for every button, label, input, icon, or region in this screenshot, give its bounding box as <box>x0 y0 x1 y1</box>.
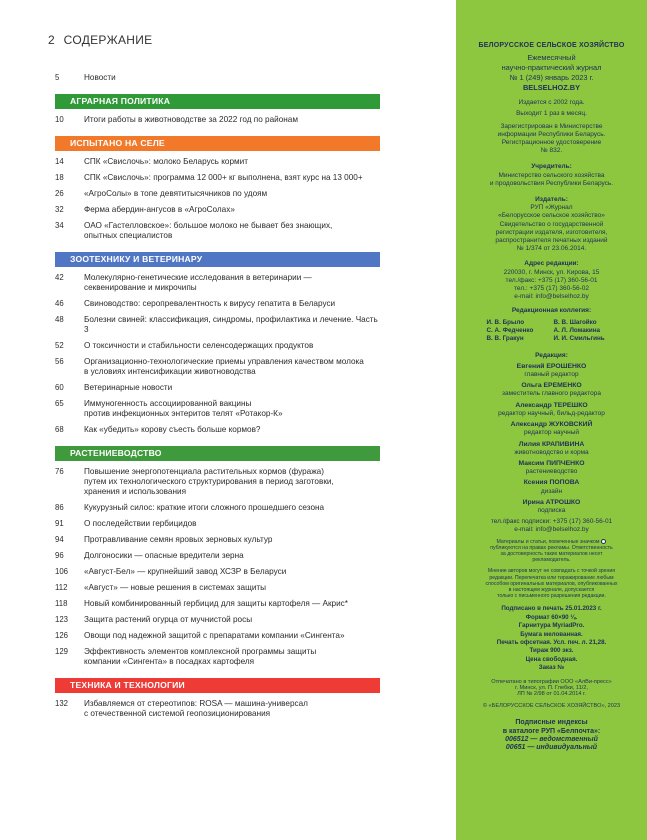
index-label: Подписные индексы <box>515 719 588 727</box>
toc-entry <box>55 357 380 377</box>
toc-entry-title: Свиноводство: серопревалентность к вирусу гепатита в Беларуси <box>84 299 336 308</box>
subscription-email: e-mail: info@belselhoz.by <box>514 526 589 534</box>
toc-entry-title: Ферма абердин-ангусов в «АгроСолах» <box>84 205 235 214</box>
journal-title: БЕЛОРУССКОЕ СЕЛЬСКОЕ ХОЗЯЙСТВО <box>478 42 625 49</box>
toc-entry <box>55 299 380 309</box>
toc-entry <box>55 173 380 183</box>
toc-entry <box>55 647 380 667</box>
staff-name: Ксения ПОПОВА <box>523 479 580 487</box>
staff-role: редактор научный, бильд-редактор <box>498 409 605 417</box>
toc-page-number: 32 <box>55 205 64 214</box>
staff-name: Александр ТЕРЕШКО <box>515 401 588 409</box>
toc-page-number: 5 <box>55 73 60 82</box>
toc-page-number: 126 <box>55 631 69 640</box>
toc-page-number: 96 <box>55 551 64 560</box>
toc-entry <box>55 399 380 419</box>
order-number: Заказ № <box>538 664 565 672</box>
disclaimer-line: в настоящем журнале, допускается <box>508 586 595 593</box>
toc-entry-title: «АгроСолы» в топе девятитысячников по удоям <box>84 189 268 198</box>
toc-entry <box>55 567 380 577</box>
toc-entry <box>55 341 380 351</box>
toc-page-number: 112 <box>55 583 68 592</box>
toc-entry <box>55 615 380 625</box>
toc-page-number: 129 <box>55 647 69 656</box>
publisher-line: регистрации издателя, изготовителя, <box>495 228 608 236</box>
registration-line: № 832. <box>540 147 563 155</box>
toc-page-number: 68 <box>55 425 64 434</box>
issue-number: № 1 (249) январь 2023 г. <box>509 73 594 83</box>
journal-subtitle-2: научно-практический журнал <box>501 63 602 73</box>
toc-entry-title: Повышение энергопотенциала растительных кормов (фуража) путем их технологического структурирования в период заготовки, хранения и использования <box>84 467 334 496</box>
subscription-phone: тел./факс подписки: +375 (17) 360-56-01 <box>490 518 613 526</box>
toc-entry <box>55 467 380 497</box>
board-member: И. В. Брыло <box>486 318 525 326</box>
price: Цена свободная. <box>525 655 578 663</box>
registration-line: информации Республики Беларусь. <box>497 130 606 138</box>
publisher-line: распространителя печатных изданий <box>495 237 608 245</box>
toc-entry-title: Долгоносики — опасные вредители зерна <box>84 551 244 560</box>
registration-line: Регистрационное удостоверение <box>501 139 602 147</box>
typeface: Гарнитура MyriadPro. <box>518 622 585 630</box>
toc-entry <box>55 583 380 593</box>
printer-line: Отпечатано в типографии ООО «АлВи-пресс» <box>491 678 612 685</box>
page-header <box>48 33 152 47</box>
staff-name: Александр ЖУКОВСКИЙ <box>510 421 593 429</box>
toc-entry-title: Овощи под надежной защитой с препаратами компании «Сингента» <box>84 631 345 640</box>
publisher-label: Издатель: <box>535 196 568 204</box>
toc-page-number: 132 <box>55 699 69 708</box>
toc-entry-title: Организационно-технологические приемы управления качеством молока в условиях интенсификации животноводства <box>84 357 364 376</box>
disclaimer-line: рекламодатель. <box>532 557 571 564</box>
staff-list <box>456 363 647 518</box>
toc-entry <box>55 425 380 435</box>
founder-line: и продовольствия Республики Беларусь. <box>489 179 614 187</box>
table-of-contents <box>55 73 380 730</box>
disclaimer-line: Материалы и статьи, помеченные значком <box>456 539 647 545</box>
publisher-line: № 1/374 от 23.06.2014. <box>516 245 587 253</box>
printer-line: г. Минск, ул. П. Глебки, 11/2, <box>515 684 588 691</box>
staff-name: Ирина АТРОШКО <box>522 498 581 506</box>
toc-page-number: 123 <box>55 615 69 624</box>
registration-line: Зарегистрирован в Министерстве <box>500 122 603 130</box>
toc-page-number: 86 <box>55 503 64 512</box>
staff-role: растениеводство <box>525 468 578 476</box>
toc-page-number: 65 <box>55 399 64 408</box>
address-line: тел.: +375 (17) 360-56-02 <box>514 285 589 293</box>
toc-page-number: 14 <box>55 157 64 166</box>
toc-page-number: 46 <box>55 299 64 308</box>
toc-section-header: ИСПЫТАНО НА СЕЛЕ <box>55 136 380 151</box>
toc-entry-title: О токсичности и стабильности селенсодержащих продуктов <box>84 341 314 350</box>
toc-entry-title: Ветеринарные новости <box>84 383 173 392</box>
board-member: С. А. Федченко <box>486 326 534 334</box>
staff-name: Лилия КРАПИВИНА <box>518 440 585 448</box>
staff-role: редактор научный <box>523 429 579 437</box>
staff-name: Ольга ЕРЕМЕНКО <box>521 382 582 390</box>
toc-entry <box>55 551 380 561</box>
board-grid <box>487 319 617 343</box>
board-label: Редакционная коллегия: <box>511 307 592 315</box>
website: BELSELHOZ.BY <box>522 83 581 93</box>
toc-entry-title: Болезни свиней: классификация, синдромы, профилактика и лечение. Часть 3 <box>84 315 378 334</box>
toc-entry <box>55 115 380 125</box>
page-number: 2 <box>48 33 55 47</box>
copyright: © «БЕЛОРУССКОЕ СЕЛЬСКОЕ ХОЗЯЙСТВО», 2023 <box>482 703 621 710</box>
toc-entry-title: Кукурузный силос: краткие итоги сложного прошедшего сезона <box>84 503 325 512</box>
toc-entry-title: Итоги работы в животноводстве за 2022 год по районам <box>84 115 298 124</box>
toc-page-number: 60 <box>55 383 64 392</box>
board-member: А. Л. Ломакина <box>553 326 601 334</box>
toc-section-header: АГРАРНАЯ ПОЛИТИКА <box>55 94 380 109</box>
toc-entry-title: Иммуногенность ассоциированной вакцины против инфекционных энтеритов телят «Ротакор-К» <box>84 399 283 418</box>
subscription-index: 00651 — индивидуальный <box>505 744 598 752</box>
toc-entry-title: Как «убедить» корову съесть больше кормов? <box>84 425 261 434</box>
staff-name: Максим ПИПЧЕНКО <box>518 459 585 467</box>
toc-entry-title: Новый комбинированный гербицид для защиты картофеля — Акрис* <box>84 599 348 608</box>
journal-subtitle-1: Ежемесячный <box>527 53 576 63</box>
publisher-line: Свидетельство о государственной <box>499 220 604 228</box>
toc-section-header: ЗООТЕХНИКУ И ВЕТЕРИНАРУ <box>55 252 380 267</box>
toc-entry <box>55 519 380 529</box>
toc-section-header: РАСТЕНИЕВОДСТВО <box>55 446 380 461</box>
toc-entry <box>55 631 380 641</box>
print-run: Тираж 900 экз. <box>529 647 574 655</box>
toc-entry-title: Избавляемся от стереотипов: ROSA — машина-универсал с отечественной системой геопозиционирования <box>84 699 308 718</box>
toc-page-number: 56 <box>55 357 64 366</box>
disclaimer-line: только с письменного разрешения редакции. <box>497 593 606 600</box>
index-label: в каталоге РУП «Белпочта»: <box>502 727 601 735</box>
toc-entry-title: Молекулярно-генетические исследования в ветеринарии — секвенирование и микрочипы <box>84 273 312 292</box>
toc-entry-title: Протравливание семян яровых зерновых культур <box>84 535 273 544</box>
disclaimer-line: способом оригинальных материалов, опубликованных <box>485 580 618 587</box>
imprint-sidebar <box>456 0 647 840</box>
printer-line: ЛП № 2/98 от 01.04.2014 г. <box>517 691 586 698</box>
toc-page-number: 76 <box>55 467 64 476</box>
toc-entry <box>55 205 380 215</box>
staff-label: Редакция: <box>535 351 568 359</box>
toc-section-header: ТЕХНИКА И ТЕХНОЛОГИИ <box>55 678 380 693</box>
toc-page-number: 42 <box>55 273 64 282</box>
advertising-mark-icon <box>601 539 606 544</box>
page-title: СОДЕРЖАНИЕ <box>63 33 153 47</box>
address-line: e-mail: info@belselhoz.by <box>514 293 589 301</box>
toc-entry-title: Эффективность элементов комплексной программы защиты компании «Сингента» в посадках картофеля <box>84 647 317 666</box>
toc-entry <box>55 273 380 293</box>
staff-role: дизайн <box>540 487 563 495</box>
disclaimer-line: публикуются на правах рекламы. Ответственность <box>490 544 613 551</box>
toc-page-number: 118 <box>55 599 68 608</box>
toc-page-number: 10 <box>55 115 64 124</box>
toc-page-number: 48 <box>55 315 64 324</box>
subscription-index: 006512 — ведомственный <box>505 735 598 743</box>
toc-entry-title: О последействии гербицидов <box>84 519 197 528</box>
toc-entry-title: СПК «Свислочь»: программа 12 000+ кг выполнена, взят курс на 13 000+ <box>84 173 363 182</box>
toc-entry-title: Защита растений огурца от мучнистой росы <box>84 615 253 624</box>
address-line: 220030, г. Минск, ул. Кирова, 15 <box>503 268 600 276</box>
board-member: В. В. Шагойко <box>553 318 597 326</box>
board-member: И. И. Смильгинь <box>553 334 605 342</box>
toc-entry-title: СПК «Свислочь»: молоко Беларусь кормит <box>84 157 248 166</box>
toc-entry <box>55 157 380 167</box>
toc-entry-title: «Август» — новые решения в системах защиты <box>84 583 267 592</box>
toc-entry <box>55 699 380 719</box>
disclaimer-line: за достоверность таких материалов несет <box>500 550 603 557</box>
toc-page-number: 91 <box>55 519 64 528</box>
toc-entry <box>55 73 380 83</box>
toc-entry <box>55 503 380 513</box>
toc-page-number: 18 <box>55 173 64 182</box>
toc-entry <box>55 189 380 199</box>
staff-role: заместитель главного редактора <box>502 390 601 398</box>
print-type: Печать офсетная. Усл. печ. л. 21,28. <box>496 638 607 646</box>
toc-page-number: 26 <box>55 189 64 198</box>
board-member: В. В. Гракун <box>486 334 524 342</box>
disclaimer-line: редакции. Перепечатка или тиражирование любым <box>489 574 614 581</box>
toc-page-number: 94 <box>55 535 64 544</box>
toc-entry-title: ОАО «Гастелловское»: большое молоко не бывает без знающих, опытных специалистов <box>84 221 333 240</box>
publisher-line: «Белорусское сельское хозяйство» <box>498 212 605 220</box>
toc-entry <box>55 535 380 545</box>
founder-line: Министерство сельского хозяйства <box>498 171 605 179</box>
toc-entry-title: Новости <box>84 73 116 82</box>
staff-role: подписка <box>537 506 566 514</box>
founder-label: Учредитель: <box>531 163 572 171</box>
since-text: Издается с 2002 года. <box>518 99 585 107</box>
format: Формат 60×90 ⅛. <box>525 613 578 621</box>
frequency-text: Выходит 1 раз в месяц. <box>516 110 587 118</box>
toc-entry <box>55 315 380 335</box>
paper: Бумага мелованная. <box>520 630 583 638</box>
signed-date: Подписано в печать 25.01.2023 г. <box>501 605 602 613</box>
publisher-line: РУП «Журнал <box>530 204 573 212</box>
toc-page-number: 106 <box>55 567 69 576</box>
toc-page-number: 34 <box>55 221 64 230</box>
staff-role: главный редактор <box>524 371 579 379</box>
toc-entry <box>55 383 380 393</box>
toc-entry <box>55 599 380 609</box>
address-label: Адрес редакции: <box>524 260 579 268</box>
print-details <box>456 605 647 672</box>
toc-entry <box>55 221 380 241</box>
address-line: тел./факс: +375 (17) 360-56-01 <box>505 276 598 284</box>
toc-page-number: 52 <box>55 341 64 350</box>
disclaimer-line: Мнение авторов могут не совпадать с точкой зрения <box>487 568 616 575</box>
staff-role: животноводство и корма <box>514 448 589 456</box>
toc-entry-title: «Август-Бел» — крупнейший завод ХСЗР в Беларуси <box>84 567 287 576</box>
staff-name: Евгений ЕРОШЕНКО <box>516 362 587 370</box>
